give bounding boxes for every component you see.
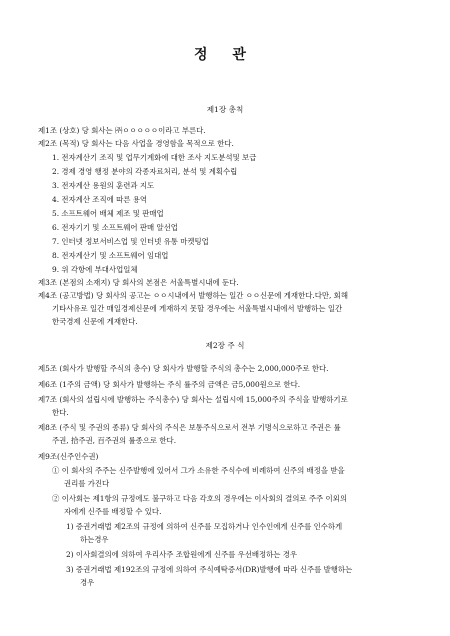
list-item: 1. 전자계산기 조직 및 업무기계화에 대한 조사 지도분석및 보급 (52, 153, 257, 162)
article-line: 주권, 拾주권, 百주권의 률종으로 한다. (52, 436, 177, 445)
article-line: 제1조 (상호) 당 회사는 ㈜ㅇㅇㅇㅇㅇ이라고 부른다. (38, 126, 206, 135)
article-line: 권리를 가진다 (64, 479, 110, 488)
article-line: 제3조 (본점의 소재지) 당 회사의 본점은 서울특별시내에 둔다. (38, 278, 239, 287)
chapter-heading-2: 제2장 주 식 (205, 341, 245, 350)
article-line: 자에게 신주를 배정할 수 있다. (64, 507, 162, 516)
article-line: 제7조 (회사의 설립시에 발행하는 주식총수) 당 회사는 설립시에 15,000주의 주식을 발행하기로 (38, 395, 348, 404)
article-line: 제6조 (1주의 금액) 당 회사가 발행하는 주식 률주의 금액은 금5,000원으로 한다. (38, 380, 301, 389)
list-item: 3. 전자계산 용원의 훈련과 지도 (52, 181, 155, 190)
list-item: 9. 위 각항에 부대사업일체 (52, 265, 138, 274)
list-item: 3) 증권거래법 제192조의 규정에 의하여 주식예탁증서(DR)발행에 따라 신주를 발행하는 (66, 565, 353, 574)
article-line: 제9조(신주인수권) (38, 452, 99, 461)
list-item: 하는경우 (80, 535, 109, 544)
article-line: 제8조 (주식 및 주권의 종류) 당 회사의 주식은 보통주식으로서 전부 기명식으로하고 주권은 률 (38, 423, 341, 432)
article-line: 기타사유로 일간 매일경제신문에 게재하지 못할 경우에는 서울특별시내에서 발행하는 일간 (52, 304, 343, 313)
article-line: ① 이 회사의 주주는 신주발행에 있어서 그가 소유한 주식수에 비례하여 신주의 배정을 받을 (52, 466, 345, 475)
list-item: 8. 전자계산기 및 소프트웨어 임대업 (52, 251, 169, 260)
article-line: 한국경제 신문에 게재한다. (52, 317, 138, 326)
list-item: 2. 경제 경영 행정 분야의 각종자료처리, 분석 및 계획수립 (52, 167, 238, 176)
list-item: 경우 (80, 578, 95, 587)
list-item: 7. 인터넷 정보서비스업 및 인터넷 유통 마켓팅업 (52, 237, 209, 246)
article-line: 제2조 (목적) 당 회사는 다음 사업을 경영함을 목적으로 한다. (38, 139, 234, 148)
list-item: 2) 이사회결의에 의하여 우리사주 조합원에게 신주를 우선배정하는 경우 (66, 550, 298, 559)
article-line: ② 이사회는 제1항의 규정에도 불구하고 다음 각호의 경우에는 이사회의 결의로 주주 이외의 (52, 494, 347, 503)
article-line: 한다. (52, 408, 69, 417)
list-item: 5. 소프트웨어 배체 제조 및 판매업 (52, 209, 164, 218)
list-item: 4. 전자계산 조직에 따른 용역 (52, 195, 147, 204)
document-title: 정 관 (194, 47, 256, 63)
article-line: 제4조 (공고방법) 당 회사의 공고는 ㅇㅇ시내에서 발행하는 일간 ㅇㅇ신문에 게재한다.다만, 회해 (38, 291, 348, 300)
article-line: 제5조 (회사가 발행할 주식의 총수) 당 회사가 발행할 주식의 총수는 2,000,000주로 한다. (38, 364, 329, 373)
list-item: 6. 전자기기 및 소프트웨어 판매 알선업 (52, 223, 178, 232)
chapter-heading-1: 제1장 총칙 (206, 105, 244, 114)
list-item: 1) 증권거래법 제2조의 규정에 의하여 신주를 모집하거나 인수인에게 신주를 인수하게 (66, 522, 343, 531)
